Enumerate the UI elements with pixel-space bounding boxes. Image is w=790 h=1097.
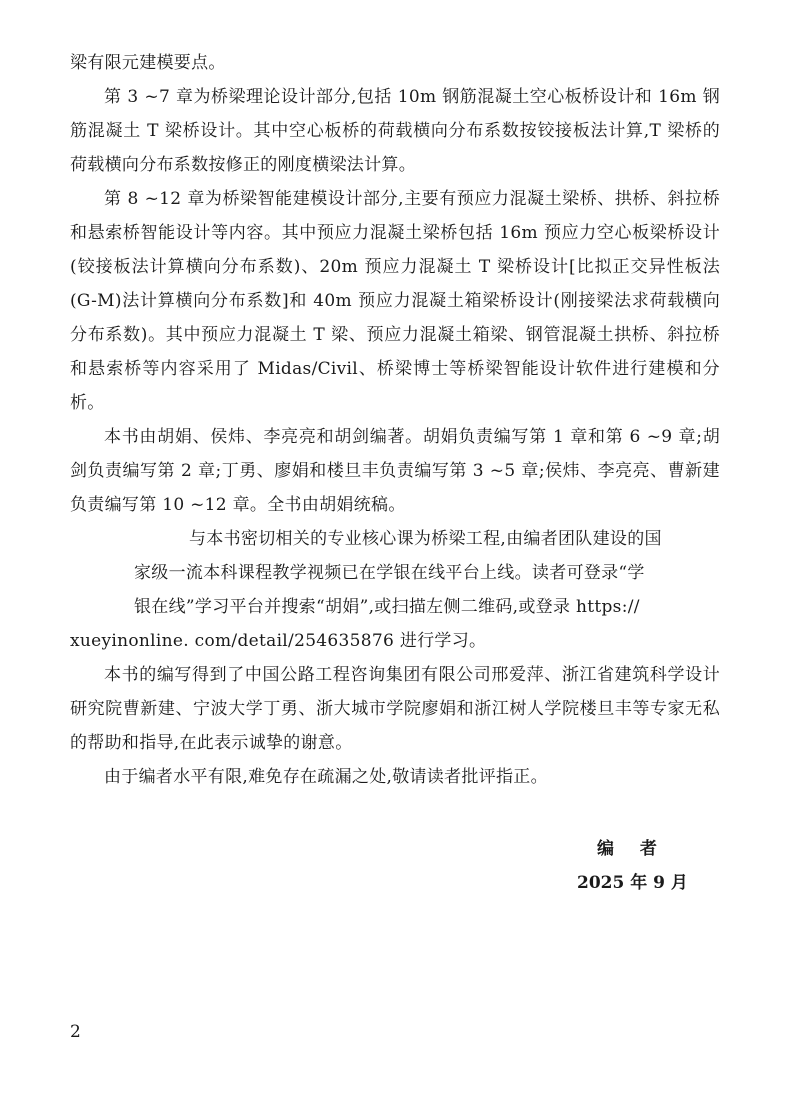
signature-author: 编 者 xyxy=(597,839,667,859)
body-text xyxy=(70,46,720,794)
paragraph-continuation: 梁有限元建模要点。 xyxy=(70,53,226,73)
paragraph-authors: 本书由胡娟、侯炜、李亮亮和胡剑编著。胡娟负责编写第 1 章和第 6 ~9 章;胡剑负责编写第 2 章;丁勇、廖娟和楼旦丰负责编写第 3 ~5 章;侯炜、李亮亮、曹新建负责编写第 10 ~12 章。全书由胡娟统稿。 xyxy=(70,427,720,515)
online-course-line-1: 与本书密切相关的专业核心课为桥梁工程,由编者团队建设的国 xyxy=(189,529,662,549)
paragraph-intelligent-design: 第 8 ~12 章为桥梁智能建模设计部分,主要有预应力混凝土梁桥、拱桥、斜拉桥和悬索桥智能设计等内容。其中预应力混凝土梁桥包括 16m 预应力空心板梁桥设计(铰接板法计算横向分布系数)、20m 预应力混凝土 T 梁桥设计[比拟正交异性板法(G-M)法计算横向分布系数]和 40m 预应力混凝土箱梁桥设计(刚接梁法求荷载横向分布系数)。其中预应力混凝土 T 梁、预应力混凝土箱梁、钢管混凝土拱桥、斜拉桥和悬索桥等内容采用了 Midas/Civil、桥梁博士等桥梁智能设计软件进行建模和分析。 xyxy=(70,189,720,413)
paragraph-acknowledgements: 本书的编写得到了中国公路工程咨询集团有限公司邢爱萍、浙江省建筑科学设计研究院曹新建、宁波大学丁勇、浙大城市学院廖娟和浙江树人学院楼旦丰等专家无私的帮助和指导,在此表示诚挚的谢意。 xyxy=(70,665,720,753)
paragraph-online-course xyxy=(70,522,720,658)
signature-date: 2025 年 9 月 xyxy=(577,873,688,893)
page-number: 2 xyxy=(70,1022,81,1042)
online-course-line-3: 银在线”学习平台并搜索“胡娟”,或扫描左侧二维码,或登录 https:// xyxy=(134,597,640,617)
paragraph-errata: 由于编者水平有限,难免存在疏漏之处,敬请读者批评指正。 xyxy=(104,767,548,787)
online-course-line-2: 家级一流本科课程教学视频已在学银在线平台上线。读者可登录“学 xyxy=(134,563,645,583)
paragraph-theory-design: 第 3 ~7 章为桥梁理论设计部分,包括 10m 钢筋混凝土空心板桥设计和 16m 钢筋混凝土 T 梁桥设计。其中空心板桥的荷载横向分布系数按铰接板法计算,T 梁桥的荷载横向分布系数按修正的刚度横梁法计算。 xyxy=(70,87,720,175)
online-course-line-4: xueyinonline. com/detail/254635876 进行学习。 xyxy=(70,631,487,651)
